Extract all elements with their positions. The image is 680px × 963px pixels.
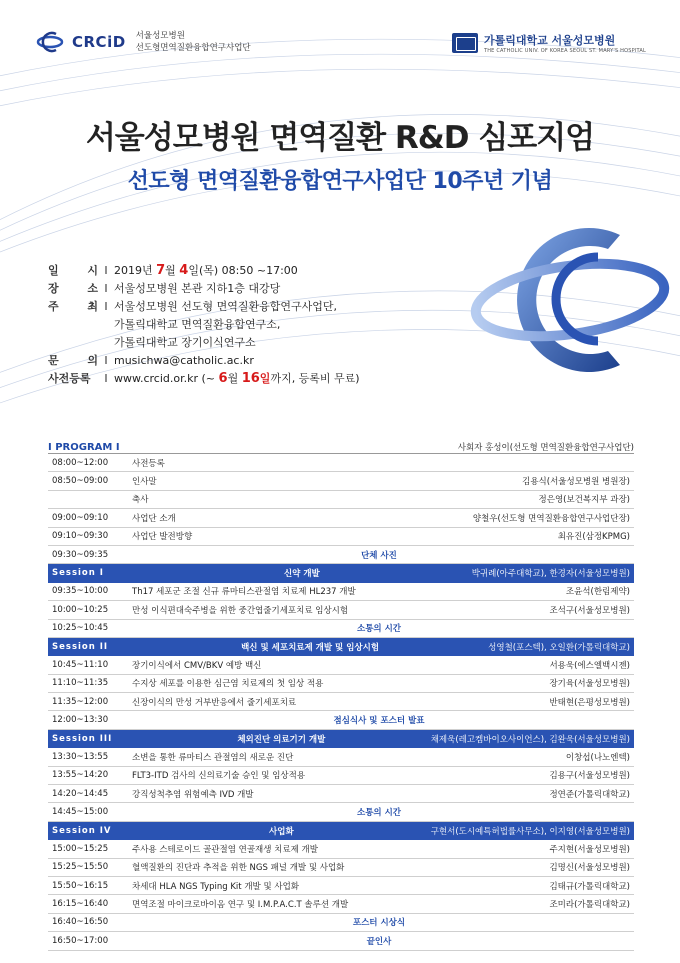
- hospital-subtitle: THE CATHOLIC UNIV. OF KOREA SEOUL ST. MARY'S HOSPITAL: [483, 48, 646, 54]
- row-time: Session IV: [52, 825, 112, 836]
- row-speaker: 정연준(가톨릭대학교): [549, 789, 630, 800]
- row-time: Session I: [52, 568, 104, 579]
- row-speaker: 김용구(서울성모병원): [549, 771, 630, 782]
- table-row: [48, 859, 634, 877]
- table-row: [48, 895, 634, 913]
- crcid-logo-icon: [36, 31, 70, 53]
- row-time: 14:20~14:45: [52, 788, 109, 799]
- row-time: 13:30~13:55: [52, 751, 109, 762]
- header-left-text: [136, 30, 251, 54]
- row-time: 15:25~15:50: [52, 862, 109, 873]
- row-time: 08:00~12:00: [52, 457, 109, 468]
- row-topic: 주사용 스테로이드 골관절염 연골재생 치료제 개발: [132, 844, 318, 855]
- row-time: 10:25~10:45: [52, 623, 109, 634]
- row-speaker: 조윤석(한림제약): [565, 587, 630, 598]
- info-register-value[interactable]: www.crcid.or.kr (~ 6월 16일까지, 등록비 무료): [114, 371, 360, 386]
- row-speaker: 주지현(서울성모병원): [549, 844, 630, 855]
- row-time: 09:35~10:00: [52, 586, 109, 597]
- session-row: [48, 822, 634, 840]
- session-row: [48, 730, 634, 748]
- row-topic: 신약 개발: [283, 569, 320, 580]
- info-date-value: 2019년 7월 4일(목) 08:50 ~17:00: [114, 263, 298, 278]
- table-row: [48, 767, 634, 785]
- row-speaker: 조미라(가톨릭대학교): [549, 900, 630, 911]
- table-row: [48, 877, 634, 895]
- break-row: [48, 711, 634, 729]
- program-rows: [48, 454, 634, 951]
- program-title: I PROGRAM I: [48, 442, 120, 453]
- row-speaker: 김태규(가톨릭대학교): [549, 881, 630, 892]
- row-time: 13:55~14:20: [52, 770, 109, 781]
- row-speaker: 장기육(서울성모병원): [549, 679, 630, 690]
- row-time: Session III: [52, 733, 113, 744]
- break-row: [48, 932, 634, 950]
- row-time: 11:10~11:35: [52, 678, 109, 689]
- program-moderator: 사회자 홍성이(선도형 면역질환융합연구사업단): [457, 443, 634, 453]
- row-topic: FLT3-ITD 검사의 신의료기술 승인 및 임상적용: [132, 771, 306, 782]
- crcid-logo: [36, 31, 126, 53]
- row-time: 09:00~09:10: [52, 512, 109, 523]
- program-header: [48, 436, 634, 454]
- hospital-emblem-icon: [452, 33, 478, 53]
- row-speaker: 박귀례(아주대학교), 한경자(서울성모병원): [471, 569, 630, 580]
- row-topic: 포스터 시상식: [352, 918, 406, 929]
- info-date-label: 일 시: [48, 264, 98, 277]
- row-topic: 사업화: [269, 826, 294, 837]
- break-row: [48, 914, 634, 932]
- row-topic: 사업단 소개: [132, 513, 176, 524]
- info-venue-label: 장 소: [48, 282, 98, 295]
- session-row: [48, 638, 634, 656]
- row-topic: 끝인사: [366, 936, 392, 947]
- event-info: [48, 262, 468, 388]
- row-speaker: 채제욱(레고켐바이오사이언스), 김완욱(서울성모병원): [430, 734, 630, 745]
- row-topic: 소변을 통한 류마티스 관절염의 새로운 진단: [132, 752, 294, 763]
- row-speaker: 반태현(은평성모병원): [549, 697, 630, 708]
- table-row: [48, 656, 634, 674]
- row-topic: 백신 및 세포치료제 개발 및 임상시험: [241, 642, 380, 653]
- row-time: 15:50~16:15: [52, 880, 109, 891]
- row-speaker: 최유진(삼정KPMG): [557, 532, 630, 543]
- row-time: 11:35~12:00: [52, 696, 109, 707]
- row-speaker: 구현서(도시예특허법률사무소), 이지영(서울성모병원): [430, 826, 630, 837]
- table-row: [48, 454, 634, 472]
- row-topic: Th17 세포군 조절 신규 류마티스관절염 치료제 HL237 개발: [132, 587, 356, 598]
- table-row: [48, 675, 634, 693]
- table-row: [48, 583, 634, 601]
- row-topic: 만성 이식편대숙주병을 위한 중간엽줄기세포치료 임상시험: [132, 605, 349, 616]
- row-topic: 수지상 세포를 이용한 심근염 치료제의 첫 임상 적용: [132, 679, 324, 690]
- info-host-label: 주 최: [48, 300, 98, 313]
- table-row: [48, 601, 634, 619]
- row-topic: 면역조절 마이크로바이옴 연구 및 I.M.P.A.C.T 솔루션 개발: [132, 900, 349, 911]
- row-time: 08:50~09:00: [52, 476, 109, 487]
- row-speaker: 양철우(선도형 면역질환융합연구사업단장): [472, 513, 630, 524]
- sub-title: 선도형 면역질환융합연구사업단 10주년 기념: [127, 169, 553, 194]
- row-speaker: 정은영(보건복지부 과장): [538, 495, 630, 506]
- info-venue-value: 서울성모병원 본관 지하1층 대강당: [114, 282, 281, 295]
- table-row: [48, 748, 634, 766]
- row-speaker: 조석구(서울성모병원): [549, 605, 630, 616]
- hospital-name: 가톨릭대학교 서울성모병원: [483, 34, 616, 47]
- row-topic: 인사말: [132, 477, 157, 488]
- row-topic: 소통의 시간: [356, 624, 401, 635]
- break-row: [48, 546, 634, 564]
- row-topic: 혈액질환의 진단과 추적을 위한 NGS 패널 개발 및 사업화: [132, 863, 345, 874]
- row-time: 16:50~17:00: [52, 935, 109, 946]
- table-row: [48, 785, 634, 803]
- table-row: [48, 491, 634, 509]
- session-row: [48, 564, 634, 582]
- table-row: [48, 528, 634, 546]
- info-venue-row: 장 소 I 서울성모병원 본관 지하1층 대강당: [48, 280, 468, 298]
- info-contact-email[interactable]: musichwa@catholic.ac.kr: [114, 354, 254, 367]
- row-time: 10:45~11:10: [52, 659, 109, 670]
- row-topic: 신장이식의 만성 거부반응에서 줄기세포치료: [132, 697, 297, 708]
- row-topic: 점심식사 및 포스터 발표: [333, 716, 425, 727]
- row-time: 12:00~13:30: [52, 715, 109, 726]
- table-row: [48, 509, 634, 527]
- header-right: [452, 32, 646, 54]
- crcid-large-logo-icon: [470, 205, 670, 390]
- info-host-value: 서울성모병원 선도형 면역질환융합연구사업단, 가톨릭대학교 면역질환융합연구소, 가톨릭대학교 장기이식연구소: [114, 300, 338, 349]
- row-time: 09:10~09:30: [52, 531, 109, 542]
- row-time: 09:30~09:35: [52, 549, 109, 560]
- row-time: 15:00~15:25: [52, 843, 109, 854]
- row-topic: 장기이식에서 CMV/BKV 예방 백신: [132, 660, 262, 671]
- row-topic: 체외진단 의료기기 개발: [237, 734, 326, 745]
- row-topic: 차세대 HLA NGS Typing Kit 개발 및 사업화: [132, 881, 299, 892]
- row-time: 16:40~16:50: [52, 917, 109, 928]
- info-register-row: 사전등록 I www.crcid.or.kr (~ 6월 16일까지, 등록비 무료): [48, 370, 468, 388]
- info-contact-row: 문 의 I musichwa@catholic.ac.kr: [48, 352, 468, 370]
- main-title: 서울성모병원 면역질환 R&D 심포지엄: [85, 120, 595, 156]
- info-date-row: 일 시 I 2019년 7월 4일(목) 08:50 ~17:00: [48, 262, 468, 280]
- break-row: [48, 620, 634, 638]
- header-left-line1: 서울성모병원: [135, 31, 185, 41]
- row-speaker: 김용식(서울성모병원 병원장): [522, 477, 630, 488]
- header-left: [36, 30, 251, 54]
- row-topic: 축사: [132, 495, 149, 506]
- row-time: 16:15~16:40: [52, 899, 109, 910]
- row-time: 14:45~15:00: [52, 807, 109, 818]
- row-speaker: 김명신(서울성모병원): [549, 863, 630, 874]
- header-left-line2: 선도형면역질환융합연구사업단: [135, 43, 251, 53]
- row-speaker: 성영철(포스텍), 오일환(가톨릭대학교): [488, 642, 630, 653]
- row-topic: 단체 사진: [361, 550, 397, 561]
- row-speaker: 이창섭(나노엔텍): [565, 752, 630, 763]
- table-row: [48, 840, 634, 858]
- row-time: 10:00~10:25: [52, 604, 109, 615]
- row-speaker: 서용욱(에스엘백시젠): [549, 660, 630, 671]
- crcid-logo-text: CRCiD: [72, 33, 126, 51]
- break-row: [48, 803, 634, 821]
- row-topic: 사전등록: [132, 458, 165, 469]
- info-host-row: 주 최 I 서울성모병원 선도형 면역질환융합연구사업단, 가톨릭대학교 면역질환융합연구소, 가톨릭대학교 장기이식연구소: [48, 298, 468, 352]
- info-register-label: 사전등록: [48, 372, 91, 385]
- row-time: Session II: [52, 641, 109, 652]
- table-row: [48, 472, 634, 490]
- hospital-text: [484, 32, 646, 54]
- row-topic: 소통의 시간: [356, 808, 401, 819]
- info-contact-label: 문 의: [48, 354, 98, 367]
- row-topic: 사업단 발전방향: [132, 532, 193, 543]
- row-topic: 강직성척추염 위험예측 IVD 개발: [132, 789, 254, 800]
- program-table: [48, 436, 634, 951]
- table-row: [48, 693, 634, 711]
